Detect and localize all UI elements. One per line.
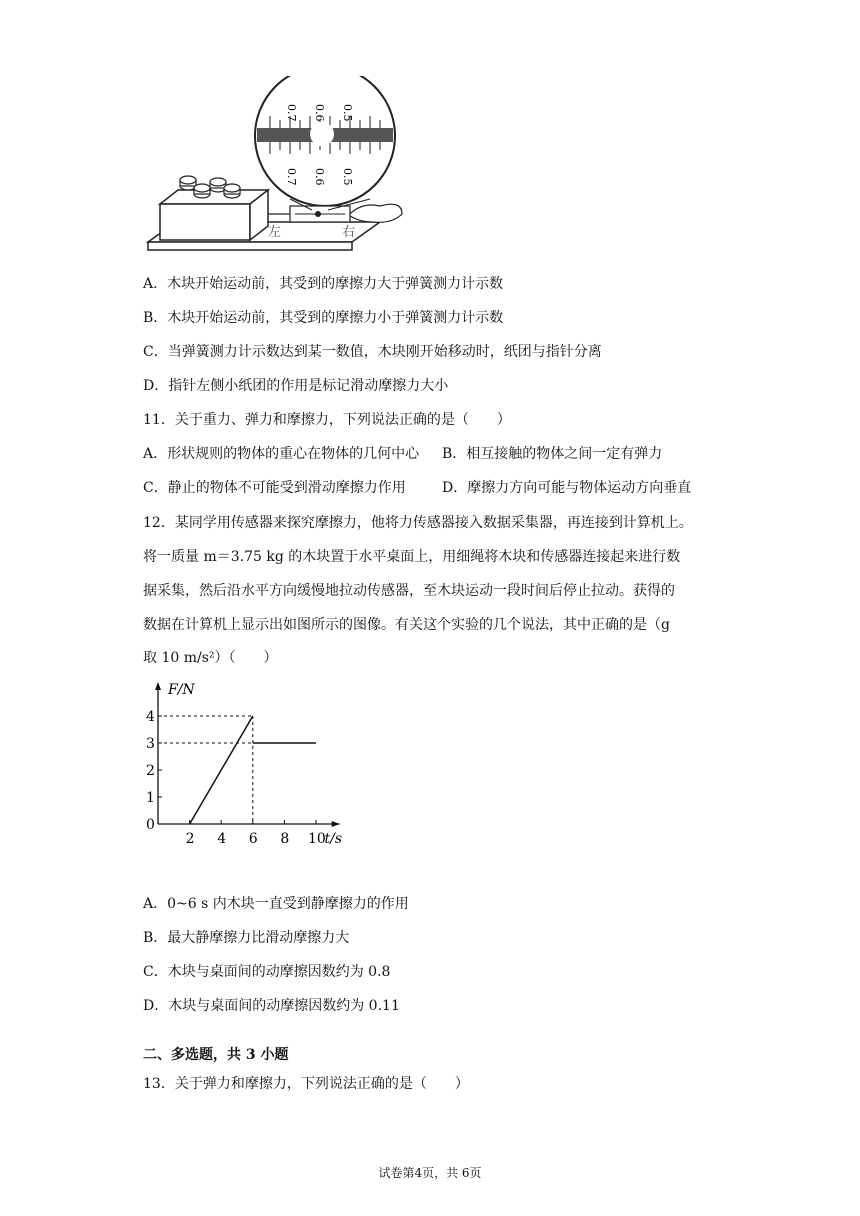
force-time-chart [140,676,370,856]
scale-label-bottom-06: 0.6 [313,168,326,186]
section-2-title: 二、多选题，共 3 小题 [143,1047,289,1063]
y-axis-label: F/N [168,682,195,698]
right-label: 右 [342,225,356,240]
scale-label-bottom-07: 0.7 [285,168,298,186]
friction-apparatus-figure [140,76,410,258]
x-axis-arrow [332,821,340,827]
paper-ball [310,122,334,146]
y-tick-label-1: 1 [146,790,155,806]
scale-label-top-06: 0.6 [313,104,326,122]
y-tick-label-4: 4 [146,709,155,725]
x-tick-label-6: 6 [248,831,258,847]
apparatus-drawing [140,76,410,258]
scale-label-bottom-05: 0.5 [341,168,354,186]
q10-option-a: A．木块开始运动前，其受到的摩擦力大于弹簧测力计示数 [143,276,504,292]
x-axis-label: t/s [324,831,343,847]
q12-stem-line-3: 据采集，然后沿水平方向缓慢地拉动传感器，至木块运动一段时间后停止拉动。获得的 [143,583,675,599]
q12-option-c: C．木块与桌面间的动摩擦因数约为 0.8 [143,964,391,980]
left-label: 左 [268,225,282,240]
q12-option-d: D．木块与桌面间的动摩擦因数约为 0.11 [143,998,400,1014]
hand [350,204,402,222]
y-tick-label-2: 2 [146,763,155,779]
y-axis-arrow [155,682,161,690]
q12-stem-line-2: 将一质量 m＝3.75 kg 的木块置于水平桌面上，用细绳将木块和传感器连接起来进行数 [143,549,681,565]
x-tick-label-4: 4 [217,831,227,847]
scale-label-top-05: 0.5 [341,104,354,122]
q12-option-b: B．最大静摩擦力比滑动摩擦力大 [143,930,350,946]
q11-option-d: D．摩擦力方向可能与物体运动方向垂直 [442,480,692,496]
q12-stem-line-5: 取 10 m/s²）（ ） [143,650,278,666]
force-time-graph [140,676,370,856]
q12-option-a: A．0~6 s 内木块一直受到静摩擦力的作用 [143,896,409,912]
q13-stem: 13．关于弹力和摩擦力，下列说法正确的是（ ） [143,1076,469,1092]
q11-option-b: B．相互接触的物体之间一定有弹力 [442,446,663,462]
data-line-rising [190,716,253,824]
x-tick-label-10: 10 [308,831,326,847]
y-tick-label-3: 3 [146,736,155,752]
q12-stem-line-1: 12．某同学用传感器来探究摩擦力，他将力传感器接入数据采集器，再连接到计算机上。 [143,515,693,531]
q10-option-d: D．指针左侧小纸团的作用是标记滑动摩擦力大小 [143,378,449,394]
x-tick-label-2: 2 [185,831,195,847]
q11-option-c: C．静止的物体不可能受到滑动摩擦力作用 [143,480,406,496]
x-tick-label-8: 8 [280,831,290,847]
scale-label-top-07: 0.7 [285,104,298,122]
q10-option-c: C．当弹簧测力计示数达到某一数值，木块刚开始移动时，纸团与指针分离 [143,344,602,360]
q11-stem: 11．关于重力、弹力和摩擦力，下列说法正确的是（ ） [143,412,511,428]
q10-option-b: B．木块开始运动前，其受到的摩擦力小于弹簧测力计示数 [143,310,504,326]
y-tick-label-0: 0 [146,817,155,833]
q11-option-a: A．形状规则的物体的重心在物体的几何中心 [143,446,420,462]
page-footer: 试卷第4页，共 6页 [378,1166,482,1180]
q12-stem-line-4: 数据在计算机上显示出如图所示的图像。有关这个实验的几个说法，其中正确的是（g [143,617,670,633]
